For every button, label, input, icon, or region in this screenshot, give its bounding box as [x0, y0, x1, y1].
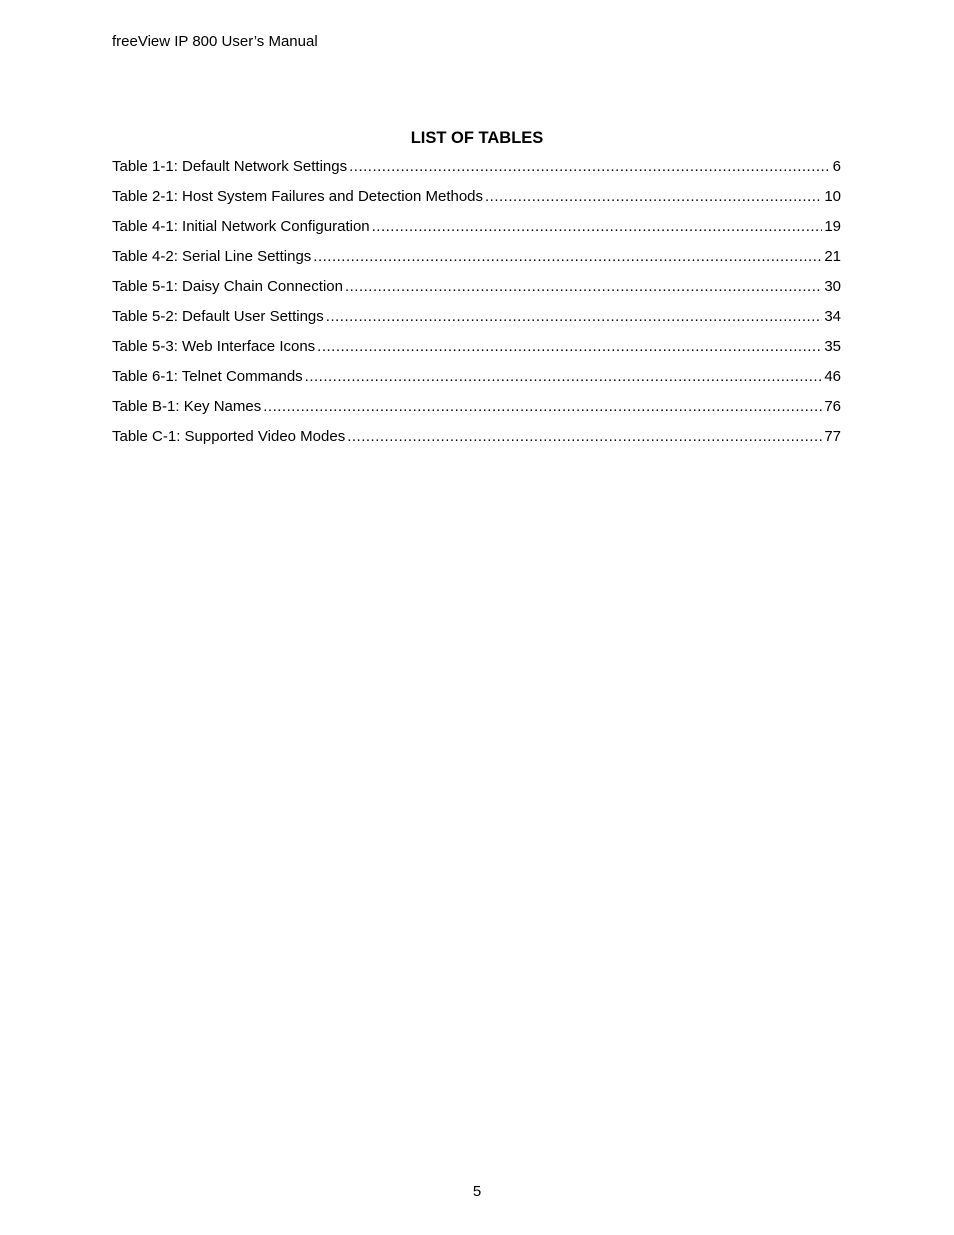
toc-entry-page: 76 — [824, 398, 841, 415]
toc-entry-label: Table 4-1: Initial Network Configuration — [112, 218, 370, 235]
toc-entry-page: 34 — [824, 308, 841, 325]
toc-entry-page: 6 — [832, 158, 841, 175]
toc-entry-page: 10 — [824, 188, 841, 205]
dot-leader — [372, 218, 823, 236]
dot-leader — [347, 428, 822, 446]
toc-entry-page: 30 — [824, 278, 841, 295]
toc-entry-label: Table 5-2: Default User Settings — [112, 308, 324, 325]
toc-entry-page: 77 — [824, 428, 841, 445]
toc-entry-page: 46 — [824, 368, 841, 385]
dot-leader — [326, 308, 823, 326]
toc-entry-page: 19 — [824, 218, 841, 235]
toc-entry-table-6-1[interactable] — [112, 368, 841, 398]
toc-entry-table-2-1[interactable] — [112, 188, 841, 218]
dot-leader — [305, 368, 823, 386]
toc-entry-label: Table C-1: Supported Video Modes — [112, 428, 346, 445]
toc-entry-label: Table 6-1: Telnet Commands — [112, 368, 303, 385]
toc-entry-page: 21 — [824, 248, 841, 265]
dot-leader — [317, 338, 822, 356]
toc-entry-table-5-2[interactable] — [112, 308, 841, 338]
running-header: freeView IP 800 User’s Manual — [112, 33, 318, 50]
page-number: 5 — [472, 1183, 482, 1200]
toc-entry-table-5-3[interactable] — [112, 338, 841, 368]
list-of-tables — [112, 158, 841, 458]
toc-entry-table-4-2[interactable] — [112, 248, 841, 278]
toc-entry-table-5-1[interactable] — [112, 278, 841, 308]
dot-leader — [345, 278, 822, 296]
dot-leader — [263, 398, 822, 416]
dot-leader — [313, 248, 822, 266]
toc-entry-label: Table 5-1: Daisy Chain Connection — [112, 278, 343, 295]
toc-entry-table-c-1[interactable] — [112, 428, 841, 458]
toc-entry-table-4-1[interactable] — [112, 218, 841, 248]
dot-leader — [485, 188, 822, 206]
dot-leader — [349, 158, 831, 176]
toc-entry-table-1-1[interactable] — [112, 158, 841, 188]
toc-entry-label: Table 5-3: Web Interface Icons — [112, 338, 316, 355]
toc-entry-label: Table 4-2: Serial Line Settings — [112, 248, 312, 265]
toc-entry-page: 35 — [824, 338, 841, 355]
list-of-tables-title: LIST OF TABLES — [410, 129, 544, 147]
toc-entry-label: Table B-1: Key Names — [112, 398, 262, 415]
toc-entry-label: Table 2-1: Host System Failures and Detection Methods — [112, 188, 484, 205]
toc-entry-table-b-1[interactable] — [112, 398, 841, 428]
toc-entry-label: Table 1-1: Default Network Settings — [112, 158, 348, 175]
